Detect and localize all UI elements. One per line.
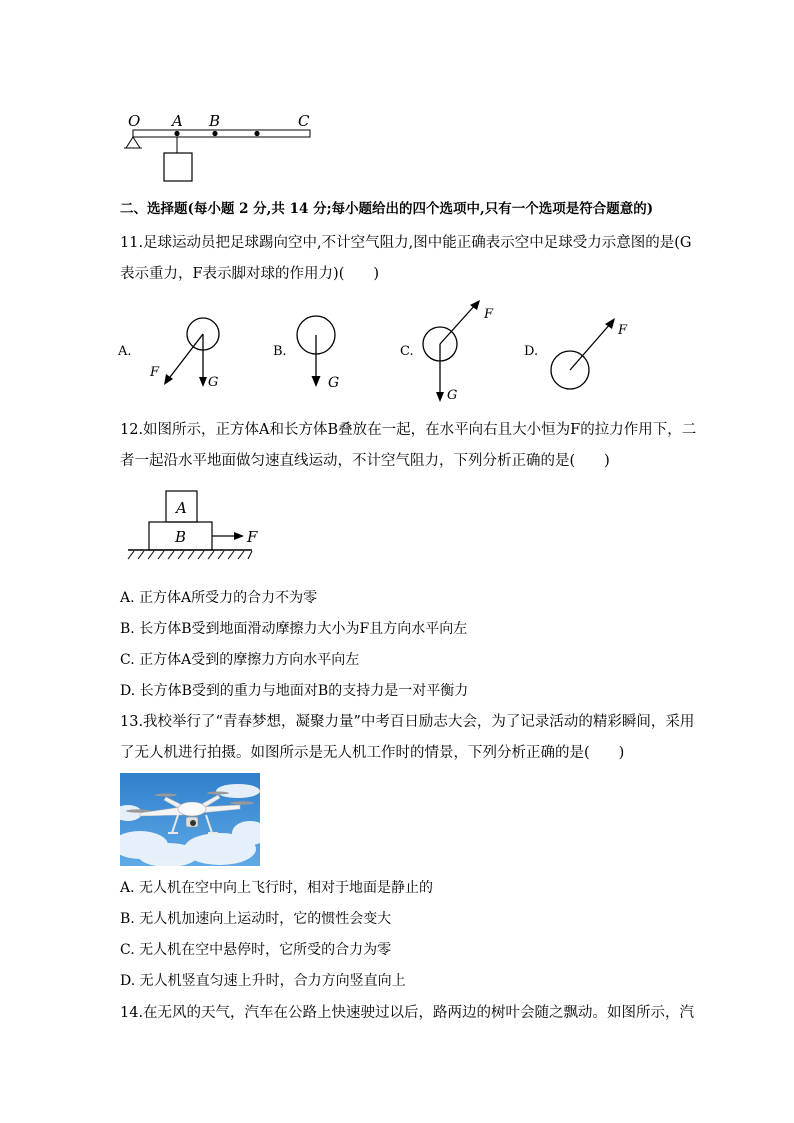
q13-stem-line1: 13.我校举行了“青春梦想，凝聚力量”中考百日励志大会，为了记录活动的精彩瞬间，采用 [120, 714, 695, 730]
q12-figure [124, 488, 274, 568]
lever-label-b: B [209, 112, 221, 130]
q11-option-a-label: A. [118, 344, 132, 359]
point-b-dot [212, 131, 217, 136]
q13-option-c: C. 无人机在空中悬停时，它所受的合力为零 [120, 942, 392, 958]
q11-c-g-label: G [447, 388, 458, 403]
q14-stem-line1: 14.在无风的天气，汽车在公路上快速驶过以后，路两边的树叶会随之飘动。如图所示，汽 [120, 1005, 695, 1021]
q12-stem-line1: 12.如图所示，正方体A和长方体B叠放在一起，在水平向右且大小恒为F的拉力作用下，二 [120, 422, 697, 438]
point-a-dot [174, 131, 179, 136]
point-mid-dot [254, 131, 259, 136]
lever-figure [120, 108, 320, 188]
q11-d-f-label: F [618, 323, 628, 338]
q11-figure-b [293, 296, 373, 396]
lever-bar [133, 130, 310, 137]
force-f-label: F [247, 528, 258, 546]
lever-label-c: C [298, 112, 310, 130]
q11-figure-d [546, 310, 646, 400]
q11-figures [118, 296, 658, 406]
q13-option-a: A. 无人机在空中向上飞行时，相对于地面是静止的 [120, 880, 434, 896]
q12-option-b: B. 长方体B受到地面滑动摩擦力大小为F且方向水平向左 [120, 621, 468, 637]
fulcrum [126, 137, 140, 148]
block-b-label: B [175, 528, 187, 546]
q11-c-f-label: F [484, 307, 494, 322]
q13-stem-line2: 了无人机进行拍摄。如图所示是无人机工作时的情景，下列分析正确的是( ) [120, 745, 625, 761]
q12-option-c: C. 正方体A受到的摩擦力方向水平向左 [120, 652, 360, 668]
q11-figure-c [416, 296, 506, 406]
lever-label-o: O [128, 112, 141, 130]
q11-option-c-label: C. [400, 344, 414, 359]
hanging-weight [164, 153, 192, 181]
q11-option-b-label: B. [273, 344, 287, 359]
q11-a-f-label: F [150, 365, 160, 380]
q11-stem-line1: 11.足球运动员把足球踢向空中,不计空气阻力,图中能正确表示空中足球受力示意图的是(G [120, 235, 692, 251]
lever-label-a: A [172, 112, 183, 130]
q11-a-g-label: G [208, 375, 219, 390]
q11-b-g-label: G [328, 375, 340, 391]
q11-figure-a [148, 296, 238, 396]
drone-photo [120, 773, 260, 866]
q12-option-a: A. 正方体A所受力的合力不为零 [120, 590, 318, 606]
q12-stem-line2: 者一起沿水平地面做匀速直线运动，不计空气阻力，下列分析正确的是( ) [120, 453, 610, 469]
q13-option-d: D. 无人机竖直匀速上升时，合力方向竖直向上 [120, 973, 406, 989]
q11-stem-line2: 表示重力，F表示脚对球的作用力)( ) [120, 266, 380, 282]
block-a-label: A [176, 499, 187, 517]
q13-option-b: B. 无人机加速向上运动时，它的惯性会变大 [120, 911, 392, 927]
q12-option-d: D. 长方体B受到的重力与地面对B的支持力是一对平衡力 [120, 683, 469, 699]
q11-option-d-label: D. [524, 344, 539, 359]
section-heading: 二、选择题(每小题 2 分,共 14 分;每小题给出的四个选项中,只有一个选项是符合题意的) [120, 201, 654, 217]
